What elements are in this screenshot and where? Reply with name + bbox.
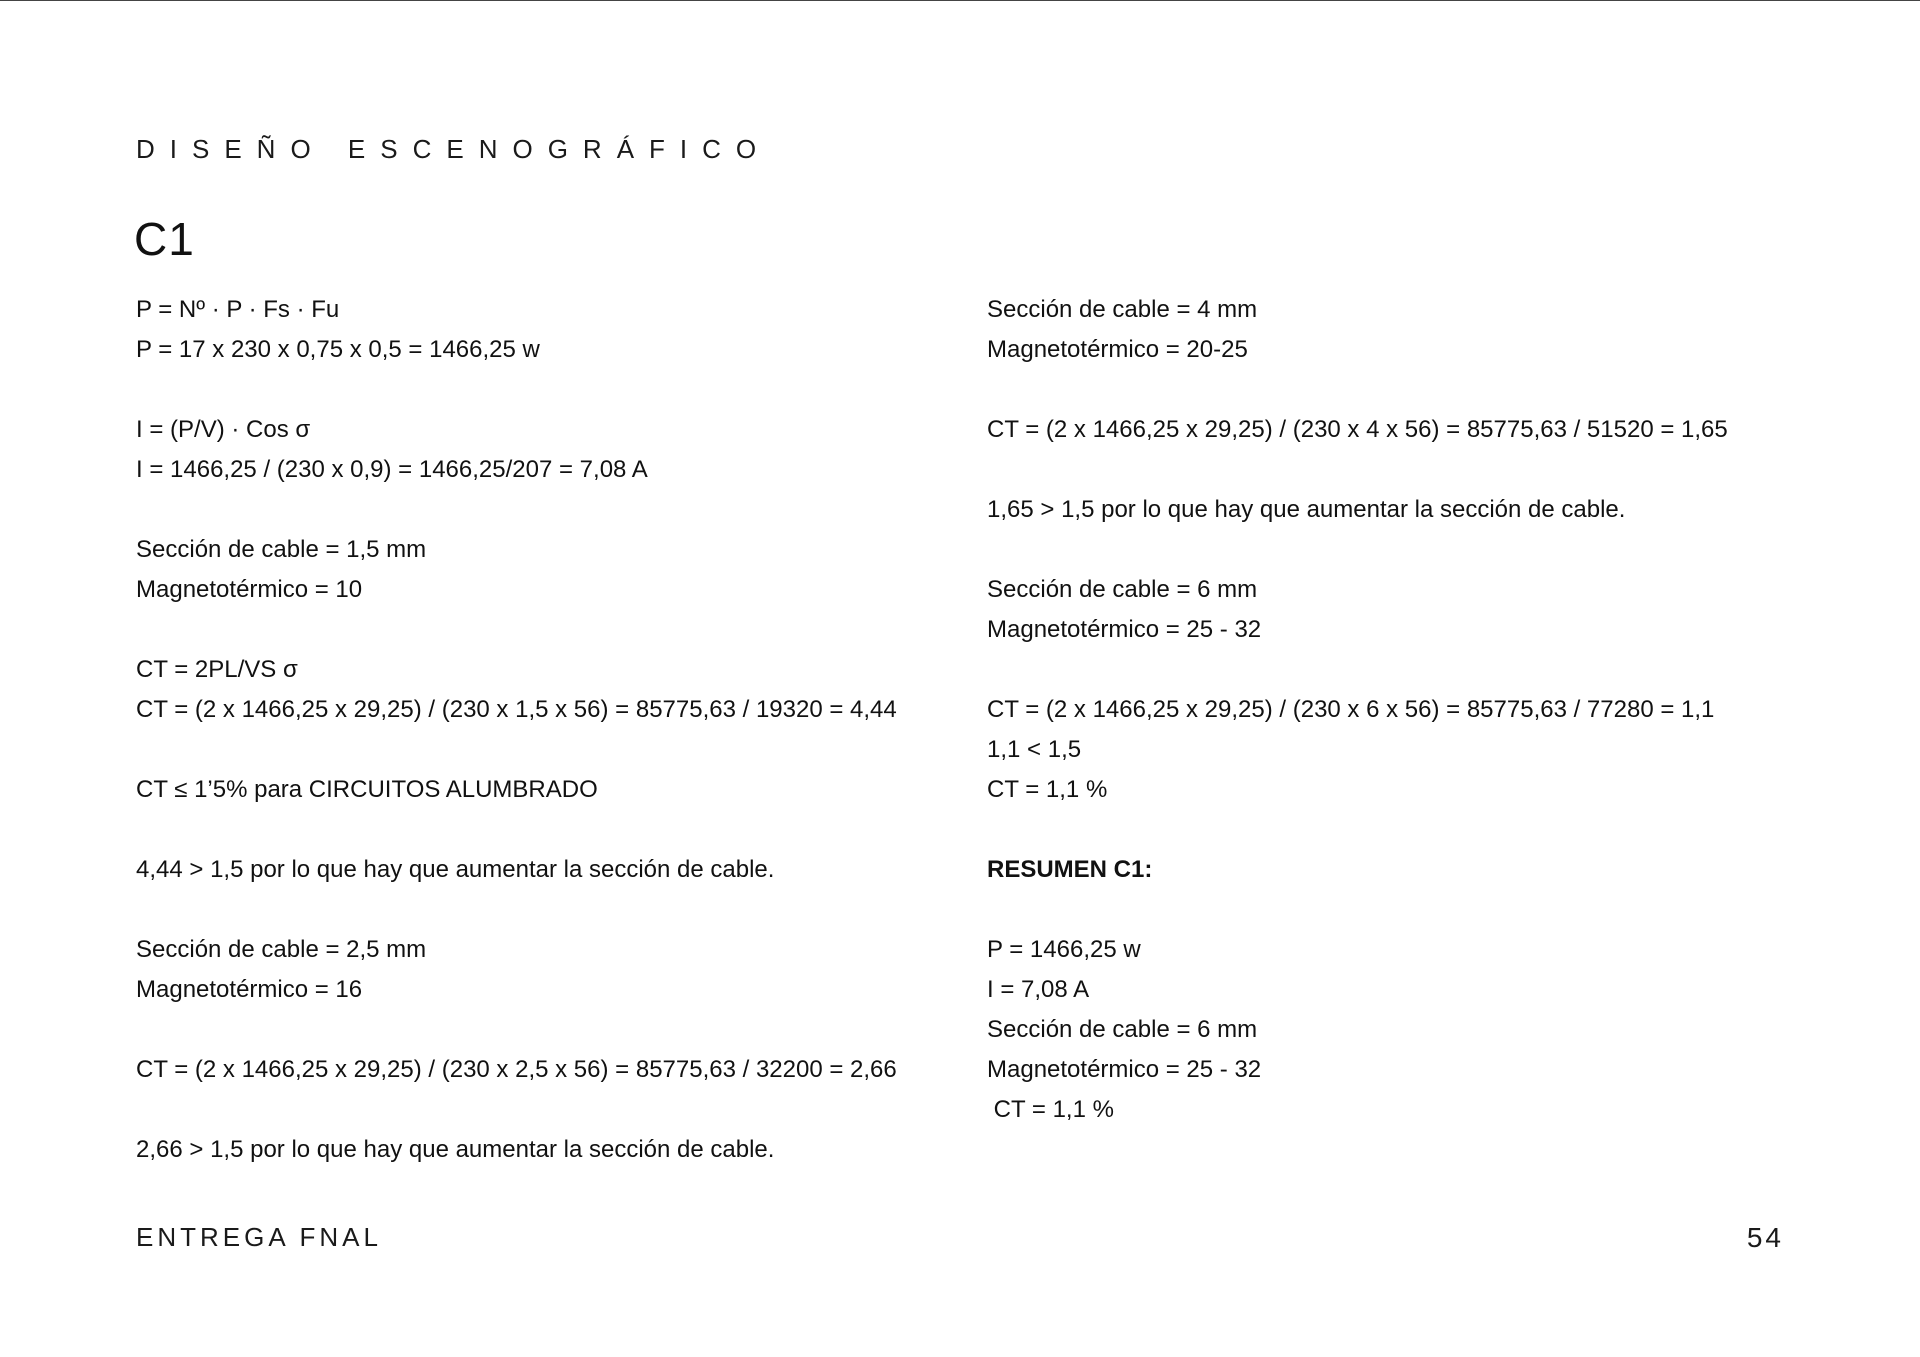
text-line: P = Nº · P · Fs · Fu bbox=[136, 296, 340, 323]
blank-line bbox=[987, 370, 1847, 410]
blank-line bbox=[136, 610, 976, 650]
text-line: 2,66 > 1,5 por lo que hay que aumentar la sección de cable. bbox=[136, 1136, 775, 1163]
text-line: Magnetotérmico = 25 - 32 bbox=[987, 616, 1262, 643]
blank-line bbox=[136, 1010, 976, 1050]
text-line: I = 1466,25 / (230 x 0,9) = 1466,25/207 = 7,08 A bbox=[136, 456, 648, 483]
page-number: 54 bbox=[1746, 1222, 1784, 1253]
text-line: 4,44 > 1,5 por lo que hay que aumentar la sección de cable. bbox=[136, 856, 775, 883]
left-column bbox=[136, 290, 976, 1170]
blank-line bbox=[136, 1090, 976, 1130]
summary-line: I = 7,08 A bbox=[987, 976, 1090, 1003]
text-line: CT = 2PL/VS σ bbox=[136, 656, 298, 683]
text-line: Sección de cable = 4 mm bbox=[987, 296, 1258, 323]
text-line: 1,65 > 1,5 por lo que hay que aumentar la sección de cable. bbox=[987, 496, 1626, 523]
blank-line bbox=[136, 890, 976, 930]
blank-line bbox=[987, 530, 1847, 570]
blank-line bbox=[136, 370, 976, 410]
blank-line bbox=[987, 450, 1847, 490]
text-line: CT = (2 x 1466,25 x 29,25) / (230 x 2,5 x 56) = 85775,63 / 32200 = 2,66 bbox=[136, 1056, 897, 1083]
text-line: Sección de cable = 1,5 mm bbox=[136, 536, 427, 563]
right-column bbox=[987, 290, 1847, 1130]
text-line: Magnetotérmico = 10 bbox=[136, 576, 363, 603]
text-line: CT = (2 x 1466,25 x 29,25) / (230 x 4 x 56) = 85775,63 / 51520 = 1,65 bbox=[987, 416, 1728, 443]
text-line: CT ≤ 1’5% para CIRCUITOS ALUMBRADO bbox=[136, 776, 598, 803]
text-line: P = 17 x 230 x 0,75 x 0,5 = 1466,25 w bbox=[136, 336, 540, 363]
text-line: Sección de cable = 6 mm bbox=[987, 576, 1258, 603]
top-rule bbox=[0, 0, 1920, 1]
text-line: Magnetotérmico = 20-25 bbox=[987, 336, 1248, 363]
text-line: 1,1 < 1,5 bbox=[987, 736, 1082, 763]
footer-label: ENTREGA FNAL bbox=[136, 1222, 382, 1252]
summary-line: P = 1466,25 w bbox=[987, 936, 1141, 963]
blank-line bbox=[987, 810, 1847, 850]
blank-line bbox=[987, 650, 1847, 690]
text-line: CT = (2 x 1466,25 x 29,25) / (230 x 1,5 x 56) = 85775,63 / 19320 = 4,44 bbox=[136, 696, 897, 723]
text-line: CT = (2 x 1466,25 x 29,25) / (230 x 6 x 56) = 85775,63 / 77280 = 1,1 bbox=[987, 696, 1715, 723]
summary-line: Magnetotérmico = 25 - 32 bbox=[987, 1056, 1262, 1083]
text-line: Sección de cable = 2,5 mm bbox=[136, 936, 427, 963]
blank-line bbox=[136, 490, 976, 530]
text-line: CT = 1,1 % bbox=[987, 776, 1108, 803]
section-title: C1 bbox=[134, 213, 195, 265]
summary-line: Sección de cable = 6 mm bbox=[987, 1016, 1258, 1043]
text-line: Magnetotérmico = 16 bbox=[136, 976, 363, 1003]
text-line: I = (P/V) · Cos σ bbox=[136, 416, 311, 443]
summary-line: CT = 1,1 % bbox=[987, 1096, 1114, 1123]
document-header-title: DISEÑO ESCENOGRÁFICO bbox=[136, 134, 772, 164]
blank-line bbox=[136, 810, 976, 850]
summary-heading: RESUMEN C1: bbox=[987, 856, 1153, 883]
blank-line bbox=[987, 890, 1847, 930]
blank-line bbox=[136, 730, 976, 770]
